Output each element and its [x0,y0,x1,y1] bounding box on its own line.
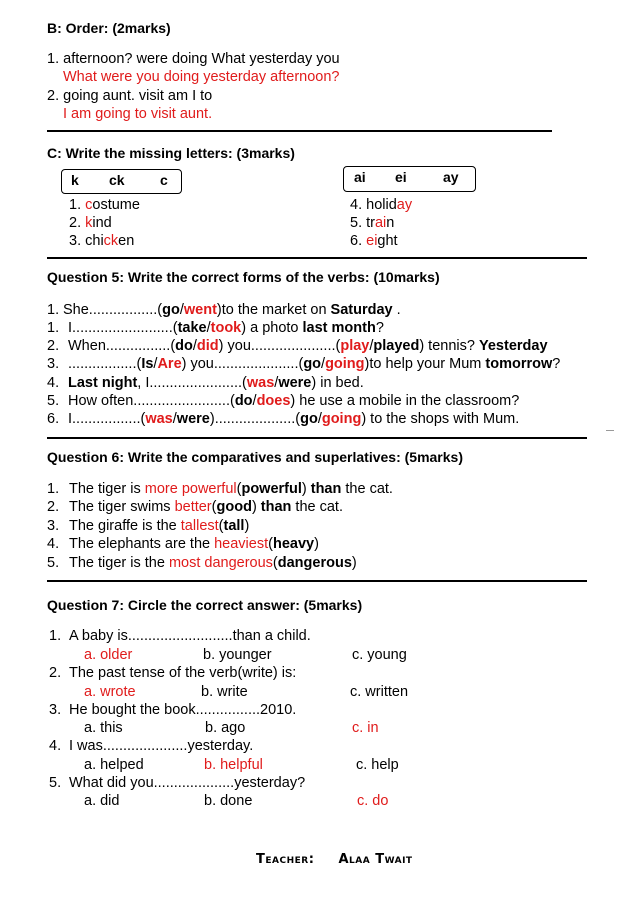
item-number: 2. [69,215,82,231]
order-question-1 [47,51,340,67]
item-number: 1. [47,302,60,318]
sentence-text: / [172,411,177,427]
sentence-text: the cat. [291,499,343,516]
keyword: played [373,338,420,354]
word-end: ostume [92,197,140,213]
item-number: 3. [47,517,60,534]
answer-option[interactable]: b. done [204,793,253,809]
sentence-text: / [153,356,158,372]
item-number: 4. [49,738,62,754]
sentence-text: )....................( [209,411,301,427]
item-number: 1. [49,628,62,644]
keyword: tomorrow [485,356,553,372]
word-end: en [118,233,135,249]
sentence-text: ) [251,499,261,516]
answer: tallest [180,517,219,534]
correct-option[interactable]: c. do [357,793,389,809]
sentence-text: The elephants are the [69,536,215,553]
item-number: 1. [69,197,82,213]
keyword: go [303,356,322,372]
item-number: 6. [47,411,60,427]
question-stem: I was.....................yesterday. [69,738,254,754]
keyword: dangerous [277,554,352,571]
sentence-text: / [179,302,184,318]
order-answer-1: What were you doing yesterday afternoon? [63,69,340,85]
missing-letter-item-4 [350,197,412,213]
sentence-text: When................( [68,338,176,354]
keyword: good [216,499,252,516]
letter-option: ck [109,172,125,188]
keyword: do [175,338,193,354]
answer: more powerful [144,481,237,497]
answer-option[interactable]: a. helped [84,757,144,773]
answer: was [145,411,173,427]
word-start: tr [366,215,375,231]
sentence-text: The tiger swims [69,499,175,516]
keyword: tall [223,517,245,534]
verb-sentence [47,320,384,336]
letter-box-2 [343,166,476,192]
scrambled-words: going aunt. visit am I to [63,88,213,104]
filled-letters: ai [374,215,387,231]
question-number: 1. [47,51,60,67]
item-number: 4. [47,536,60,553]
item-number: 5. [47,393,60,409]
word-end: ind [92,215,112,231]
sentence-text: ( [211,499,217,516]
sentence-text: ) you.....................( [181,356,304,372]
letter-option: ei [395,169,407,185]
question-stem: A baby is..........................than a child. [69,628,311,644]
margin-mark [606,430,614,431]
letter-option: k [71,172,79,188]
item-number: 2. [49,665,62,681]
sentence-text: ( [218,517,224,534]
question-number: 2. [47,88,60,104]
item-number: 3. [69,233,82,249]
section-c-title: C: Write the missing letters: (3marks) [47,145,295,161]
sentence-text: How often........................( [68,393,235,409]
filled-letters: c [85,197,93,213]
sentence-text: the cat. [341,481,393,497]
sentence-text: I.........................( [68,320,178,336]
correct-option[interactable]: a. older [84,647,133,663]
teacher-credit [256,852,413,867]
verb-sentence [47,302,401,318]
sentence-text: ) he use a mobile in the classroom? [290,393,520,409]
sentence-text: ) to the shops with Mum. [361,411,520,427]
filled-letters: ei [366,233,378,249]
keyword: go [300,411,318,427]
section-b-title: B: Order: (2marks) [47,20,171,36]
divider [47,130,552,132]
answer-option[interactable]: b. ago [205,720,246,736]
answer: going [325,356,365,372]
answer: Are [157,356,182,372]
sentence-text: / [192,338,197,354]
answer-option[interactable]: a. this [84,720,123,736]
answer: most dangerous [168,554,273,571]
sentence-text: ) you.....................( [218,338,341,354]
question-5-title: Question 5: Write the correct forms of the verbs: (10marks) [47,269,440,285]
verb-sentence [47,411,519,427]
filled-letters: k [85,215,93,231]
item-number: 3. [49,702,62,718]
answer: better [174,499,212,516]
item-number: 6. [350,233,363,249]
sentence-text: ( [272,554,278,571]
item-number: 5. [49,775,62,791]
missing-letter-item-1 [69,197,140,213]
question-stem: He bought the book................2010. [69,702,297,718]
question-7-title: Question 7: Circle the correct answer: (5marks) [47,597,363,613]
sentence-text: The tiger is the [69,554,169,571]
comparative-sentence [47,518,249,534]
mc-question [49,775,305,791]
keyword: go [162,302,180,318]
correct-option[interactable]: c. in [352,720,379,736]
sentence-text: / [206,320,211,336]
item-number: 1. [47,320,60,336]
answer: does [256,393,291,409]
order-question-2 [47,88,212,104]
keyword: were [176,411,210,427]
mc-question [49,665,296,681]
sentence-text: ? [552,356,561,372]
answer: did [196,338,219,354]
answer-option[interactable]: a. did [84,793,120,809]
verb-sentence [47,338,548,354]
sentence-text: The tiger is [69,481,145,497]
letter-box-1 [61,169,182,194]
keyword: Last night [68,375,138,391]
sentence-text: / [369,338,374,354]
answer-option[interactable]: c. young [352,647,407,663]
comparative-sentence [47,555,357,571]
scrambled-words: afternoon? were doing What yesterday you [63,51,340,67]
word-end: ght [377,233,398,249]
divider [47,580,587,582]
keyword: last month [302,320,376,336]
sentence-text: / [252,393,257,409]
teacher-name: Alaa Twait [338,852,413,867]
comparative-sentence [47,499,343,515]
keyword: take [177,320,207,336]
sentence-text: ) [314,536,319,553]
keyword: powerful [241,481,302,497]
answer: play [340,338,370,354]
sentence-text: ( [268,536,273,553]
verb-sentence [47,393,519,409]
word-start: holid [366,197,397,213]
mc-question [49,738,253,754]
comparative-sentence [47,481,393,497]
sentence-text: . [392,302,401,318]
answer-option[interactable]: c. written [350,684,409,700]
sentence-text: ) tennis? [419,338,479,354]
question-6-title: Question 6: Write the comparatives and superlatives: (5marks) [47,449,463,465]
teacher-label: Teacher: [256,852,315,867]
item-number: 4. [350,197,363,213]
letter-option: ai [354,169,366,185]
sentence-text: The giraffe is the [69,517,181,534]
missing-letter-item-2 [69,215,112,231]
sentence-text: .................( [68,356,142,372]
keyword: Saturday [330,302,393,318]
keyword: than [260,499,292,516]
answer-option[interactable]: b. younger [203,647,272,663]
sentence-text: / [274,375,279,391]
keyword: do [234,393,253,409]
correct-option[interactable]: b. helpful [204,757,263,773]
answer-option[interactable]: b. write [201,684,248,700]
answer: was [246,375,275,391]
sentence-text: ) [244,517,250,534]
answer-option[interactable]: c. help [356,757,399,773]
answer: went [183,302,217,318]
answer: going [321,411,362,427]
sentence-text: I.................( [68,411,146,427]
keyword: Is [141,356,154,372]
question-stem: What did you....................yesterday? [69,775,306,791]
sentence-text: , I.......................( [137,375,247,391]
item-number: 1. [47,481,60,497]
sentence-text: )to the market on [216,302,331,318]
sentence-text: )to help your Mum [364,356,486,372]
correct-option[interactable]: a. wrote [84,684,136,700]
order-answer-2: I am going to visit aunt. [63,106,213,122]
comparative-sentence [47,536,319,552]
keyword: heavy [272,536,315,553]
keyword: than [310,481,342,497]
sentence-text: ? [375,320,384,336]
item-number: 2. [47,499,60,516]
keyword: were [278,375,312,391]
filled-letters: ck [103,233,119,249]
sentence-text: / [317,411,322,427]
verb-sentence [47,375,364,391]
answer: heaviest [214,536,269,553]
item-number: 4. [47,375,60,391]
sentence-text: ) [301,481,311,497]
sentence-text: ) [351,554,357,571]
item-number: 5. [47,554,60,571]
missing-letter-item-6 [350,233,398,249]
verb-sentence [47,356,560,372]
missing-letter-item-5 [350,215,394,231]
question-stem: The past tense of the verb(write) is: [69,665,297,681]
mc-question [49,702,296,718]
sentence-text: ) a photo [241,320,303,336]
keyword: Yesterday [478,338,548,354]
letter-option: ay [443,169,459,185]
item-number: 2. [47,338,60,354]
word-start: chi [85,233,104,249]
sentence-text: She.................( [63,302,163,318]
divider [47,257,587,259]
missing-letter-item-3 [69,233,134,249]
sentence-text: ) in bed. [311,375,364,391]
sentence-text: / [321,356,326,372]
item-number: 3. [47,356,60,372]
word-end: n [386,215,395,231]
filled-letters: ay [396,197,413,213]
sentence-text: ( [236,481,242,497]
answer: took [210,320,242,336]
mc-question [49,628,311,644]
item-number: 5. [350,215,363,231]
letter-option: c [160,172,168,188]
divider [47,437,587,439]
